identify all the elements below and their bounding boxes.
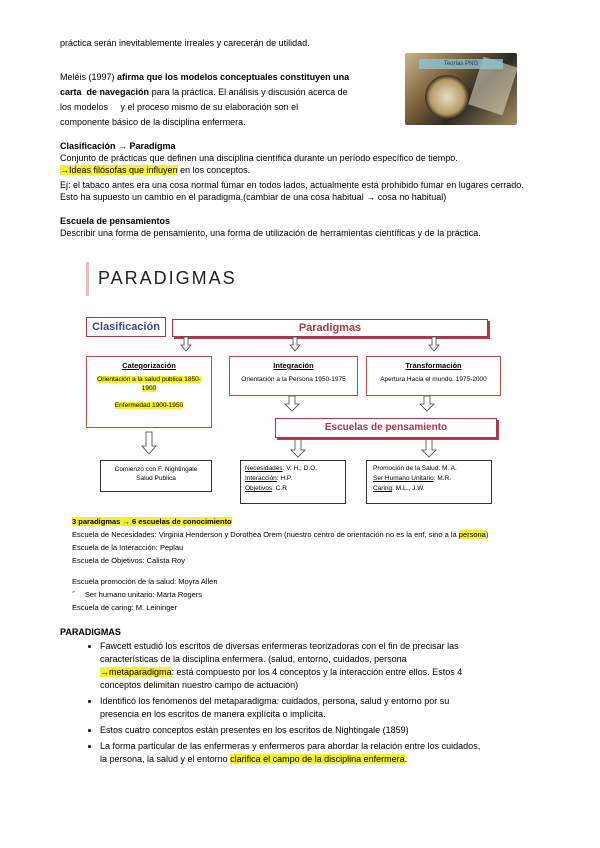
promocion-value: : M. A.	[438, 465, 457, 472]
arrow-escuelas-right	[422, 438, 436, 457]
clarifica-highlight: clarifica el campo de la disciplina enfermera	[230, 754, 405, 764]
categorizacion-line-2: 1900	[141, 385, 157, 392]
item4-line-a: La forma particular de las enfermeras y enfermeros para abordar la relación entre los cuidados,	[100, 741, 481, 751]
intro-text: práctica serán inevitablemente irreales y carecerán de utilidad.	[60, 38, 310, 48]
diagram-title: PARADIGMAS	[98, 268, 237, 288]
categorizacion-title: Categorización	[122, 361, 176, 370]
escuela-necesidades-text: Escuela de Necesidades: Virginia Henderson y Dorothea Orem (nuestro centro de orientación no es la enf, sino a la	[72, 530, 459, 539]
transformacion-line-1: Apertura Hacia el mundo. 1975-2000	[380, 376, 487, 383]
escuelas-transformacion-box	[366, 460, 492, 504]
categorizacion-box	[86, 356, 212, 428]
item3-line: Estos cuatro conceptos están presentes en los escritos de Nightingale (1859)	[100, 725, 409, 735]
integracion-title: Integración	[273, 361, 314, 370]
caring-value: : M.L., J.W.	[392, 485, 425, 492]
caring-label: Caring	[373, 485, 393, 492]
ser-humano-label: Ser Humano Unitario	[373, 475, 434, 482]
clasificacion-line-3: Ej: el tabaco antes era una cosa normal fumar en todos lados, actualmente está prohibido fumar en lugares cerrado.	[60, 180, 524, 190]
image-tag: Teorías PNG	[419, 59, 503, 69]
paradigmas-heading: PARADIGMAS	[60, 627, 121, 637]
list-item	[100, 740, 560, 766]
arrow-integracion-down	[285, 396, 299, 411]
item4-end: .	[404, 754, 408, 764]
integracion-line-1: Orientación a la Persona 1950-1975	[241, 376, 346, 383]
item2-line-b: presencia en los escritos de manera explícita o implícita.	[100, 709, 326, 719]
ser-humano-value: : M.R.	[433, 475, 452, 482]
necesidades-label: Necesidades	[245, 465, 283, 472]
ideas-highlight: →Ideas filósofas que influyen	[60, 165, 178, 175]
clasificacion-line-2	[60, 165, 250, 176]
categorizacion-line-1: Orientación a la salud publica 1850-	[97, 376, 201, 383]
arrow-to-categorizacion	[181, 337, 191, 351]
paradigmas-box: Paradigmas	[172, 319, 488, 337]
title-accent-bar	[86, 262, 89, 296]
escuela-necesidades-close: )	[485, 530, 489, 539]
item1-line-a: Fawcett estudió los escritos de diversas enfermeras teorizadoras con el fin de precisar las	[100, 641, 459, 651]
metaparadigma-highlight: →metaparadigma	[100, 667, 172, 677]
interaccion-label: Interacción	[245, 475, 277, 482]
list-item	[100, 695, 560, 721]
paradigmas-list	[88, 640, 560, 769]
interaccion-value: : H.P.	[276, 475, 293, 482]
objetivos-value: : C.R	[272, 485, 287, 492]
promocion-label: Promoción de la Salud	[373, 465, 439, 472]
transformacion-box	[366, 356, 501, 396]
quote-carta: carta	[60, 87, 82, 97]
item4-line-b: la persona, la salud y el entorno	[100, 754, 231, 764]
clasificacion-line-1: Conjunto de prácticas que definen una disciplina científica durante un período específico de tiempo.	[60, 153, 458, 163]
quote-line-1-rest: afirma que los modelos conceptuales constituyen una	[117, 72, 350, 82]
list-item	[100, 724, 560, 737]
integracion-box	[229, 356, 358, 396]
escuela-interaccion: Escuela de la Interacción: Peplau	[72, 543, 184, 552]
transformacion-title: Transformación	[405, 361, 462, 370]
quote-navegacion: de navegación	[86, 87, 150, 97]
quote-line-4: componente básico de la disciplina enfermera.	[60, 117, 246, 127]
escuelas-integracion-box	[240, 460, 346, 504]
escuela-necesidades	[72, 530, 488, 540]
clasificacion-heading: Clasificación → Paradigma	[60, 141, 176, 151]
quote-line-3: los modelos y el proceso mismo de su elaboración son el	[60, 102, 299, 112]
quote-author: Meléis (1997)	[60, 72, 115, 82]
categorizacion-line-3: Enfermedad 1900-1950	[114, 402, 184, 409]
objetivos-label: Objetivos	[245, 485, 273, 492]
arrow-escuelas-left	[291, 438, 305, 457]
escuela-ser-humano: ˝ Ser humano unitario: Marta Rogers	[72, 590, 203, 599]
item2-line-a: Identificó los fenómenos del metaparadigma: cuidados, persona, salud y entorno por su	[100, 696, 450, 706]
arrow-categorizacion-down	[142, 432, 156, 454]
quote-line-2	[60, 87, 348, 98]
escuela-heading: Escuela de pensamientos	[60, 216, 171, 226]
compass-map-image	[405, 53, 517, 125]
escuela-line-1: Describir una forma de pensamiento, una forma de utilización de herramientas científicas y de la práctica.	[60, 228, 481, 238]
clasificacion-line-4: Esto ha supuesto un cambio en el paradigma.(cambiar de una cosa habitual → cosa no habitual)	[60, 192, 447, 202]
item1-line-d: conceptos delimitan nuestro campo de actuación)	[100, 680, 299, 690]
clasificacion-box: Clasificación	[86, 317, 166, 337]
persona-highlight: persona	[458, 530, 486, 539]
clasificacion-line-2-rest: en los conceptos.	[177, 165, 251, 175]
arrow-to-transformacion	[429, 337, 439, 351]
arrow-to-integracion	[290, 337, 300, 351]
quote-line-1	[60, 72, 349, 83]
escuela-objetivos: Escuela de Objetivos: Calista Roy	[72, 556, 185, 565]
nightingale-box	[100, 460, 212, 492]
arrow-transformacion-down	[420, 396, 434, 411]
escuela-caring: Escuela de caring: M. Leininger	[72, 603, 178, 612]
nightingale-line-1: Comienzo con F. Nightingale	[114, 466, 198, 473]
item1-line-b: características de la disciplina enfermera. (salud, entorno, cuidados, persona	[100, 654, 407, 664]
nightingale-line-2: Salud Publica	[136, 475, 176, 482]
escuela-promocion: Escuela promoción de la salud: Moyra Allen	[72, 577, 218, 586]
necesidades-value: : V. H., D.O.	[282, 465, 318, 472]
item1-line-c: : está compuesto por los 4 conceptos y la interacción entre ellos. Estos 4	[171, 667, 463, 677]
escuelas-box: Escuelas de pensamiento	[275, 418, 497, 438]
quote-line-2-rest: para la práctica. El análisis y discusión acerca de	[151, 87, 348, 97]
paradigmas-headline: 3 paradigmas → 6 escuelas de conocimiento	[72, 517, 232, 526]
list-item	[100, 640, 560, 692]
